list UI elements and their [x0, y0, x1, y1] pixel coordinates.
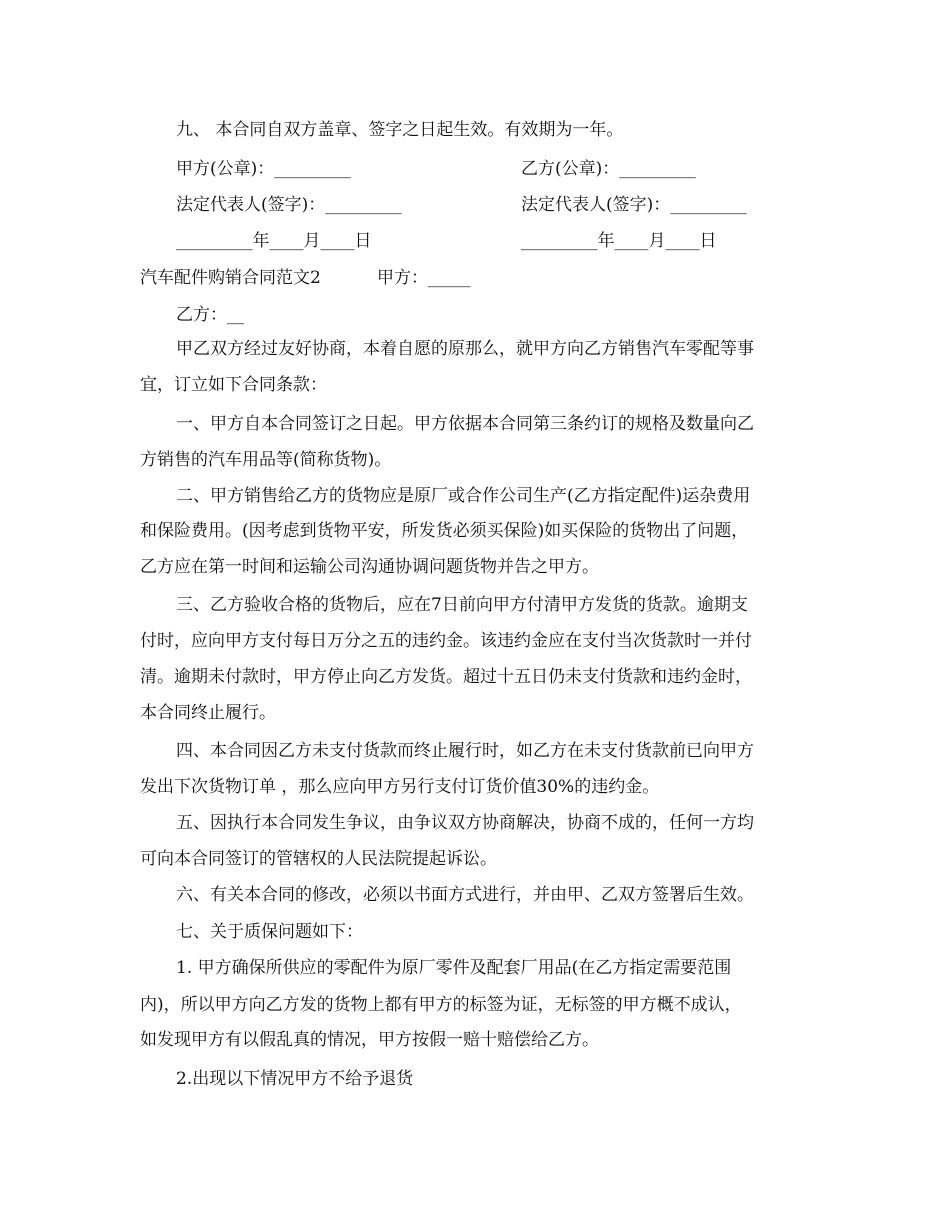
- party-b-representative: 法定代表人(签字)：_________: [521, 195, 747, 215]
- clause6: 六、有关本合同的修改，必须以书面方式进行，并由甲、乙双方签署后生效。: [176, 885, 754, 905]
- party-a-date: _________年____月____日: [176, 231, 372, 251]
- contract2-title: 汽车配件购销合同范文2: [140, 268, 321, 288]
- intro-line-2: 宜，订立如下合同条款：: [140, 375, 327, 395]
- clause3-line-2: 付时，应向甲方支付每日万分之五的违约金。该违约金应在支付当次货款时一并付: [140, 631, 752, 651]
- clause1-line-2: 方销售的汽车用品等(简称货物)。: [140, 450, 392, 470]
- clause3-line-3: 清。逾期未付款时，甲方停止向乙方发货。超过十五日仍未支付货款和违约金时，: [140, 667, 752, 687]
- contract2-party-a: 甲方：_____: [377, 268, 471, 288]
- party-a-representative: 法定代表人(签字)：_________: [176, 195, 402, 215]
- clause2-line-1: 二、甲方销售给乙方的货物应是原厂或合作公司生产(乙方指定配件)运杂费用: [176, 486, 751, 506]
- clause4-line-2: 发出下次货物订单 ，那么应向甲方另行支付订货价值30%的违约金。: [140, 777, 660, 797]
- clause7-1-line-3: 如发现甲方有以假乱真的情况，甲方按假一赔十赔偿给乙方。: [140, 1030, 599, 1050]
- clause7: 七、关于质保问题如下：: [176, 922, 363, 942]
- clause7-1-line-2: 内)，所以甲方向乙方发的货物上都有甲方的标签为证，无标签的甲方概不成认，: [140, 995, 742, 1015]
- clause3-line-4: 本合同终止履行。: [140, 703, 276, 723]
- clause5-line-1: 五、因执行本合同发生争议，由争议双方协商解决，协商不成的，任何一方均: [176, 813, 754, 833]
- party-b-seal: 乙方(公章)：_________: [521, 159, 696, 179]
- clause4-line-1: 四、本合同因乙方未支付货款而终止履行时，如乙方在未支付货款前已向甲方: [176, 741, 754, 761]
- clause7-2: 2.出现以下情况甲方不给予退货: [176, 1069, 414, 1089]
- clause3-line-1: 三、乙方验收合格的货物后，应在7日前向甲方付清甲方发货的货款。逾期支: [176, 595, 748, 615]
- clause7-1-line-1: 1. 甲方确保所供应的零配件为原厂零件及配套厂用品(在乙方指定需要范围: [176, 958, 732, 978]
- party-a-seal: 甲方(公章)：_________: [176, 159, 351, 179]
- clause2-line-3: 乙方应在第一时间和运输公司沟通协调问题货物并告之甲方。: [140, 557, 599, 577]
- clause5-line-2: 可向本合同签订的管辖权的人民法院提起诉讼。: [140, 849, 497, 869]
- clause-nine: 九、 本合同自双方盖章、签字之日起生效。有效期为一年。: [176, 120, 624, 140]
- clause1-line-1: 一、甲方自本合同签订之日起。甲方依据本合同第三条约订的规格及数量向乙: [176, 414, 754, 434]
- contract2-party-b: 乙方：__: [176, 305, 244, 325]
- intro-line-1: 甲乙双方经过友好协商，本着自愿的原那么，就甲方向乙方销售汽车零配等事: [176, 339, 754, 359]
- party-b-date: _________年____月____日: [521, 231, 717, 251]
- clause2-line-2: 和保险费用。(因考虑到货物平安，所发货必须买保险)如买保险的货物出了问题，: [140, 521, 749, 541]
